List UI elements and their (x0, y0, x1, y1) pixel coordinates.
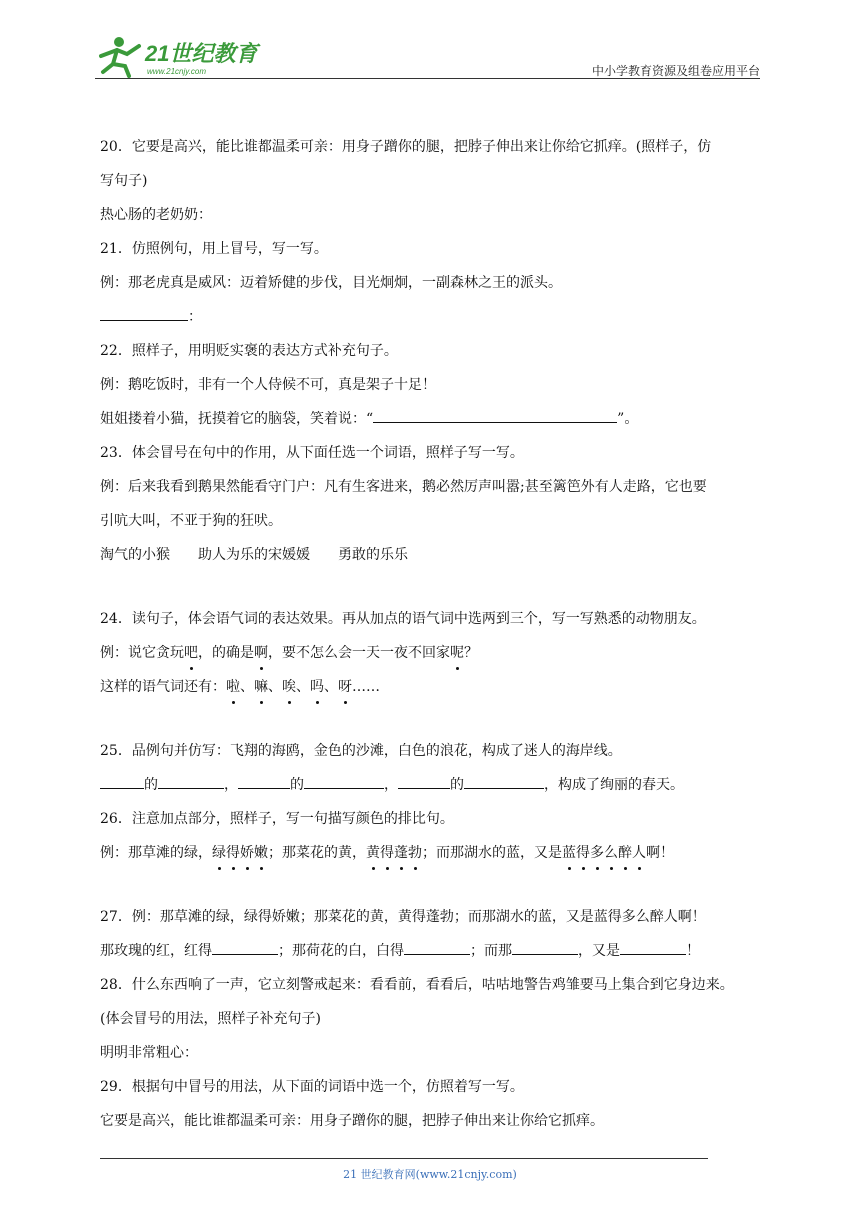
q22-example: 例：鹅吃饭时，非有一个人侍候不可，真是架子十足！ (100, 377, 436, 393)
q25-title: 25．品例句并仿写：飞翔的海鸥，金色的沙滩，白色的浪花，构成了迷人的海岸线。 (100, 743, 622, 759)
dotted-word: 唉 (282, 676, 296, 698)
page-header (95, 30, 760, 80)
q26-example (100, 842, 770, 876)
dotted-word: 吗 (310, 676, 324, 698)
text: 的 (144, 777, 158, 793)
q24-more (100, 676, 770, 710)
q23-example1: 例：后来我看到鹅果然能看守门户：凡有生客进来，鹅必然厉声叫嚣;甚至篱笆外有人走路，它也要 (100, 479, 707, 495)
dotted-char: 绿 (212, 842, 226, 864)
dotted-char: 人 (632, 842, 646, 864)
text: 啊！ (646, 845, 674, 861)
q20-prompt: 热心肠的老奶奶： (100, 207, 212, 223)
dotted-char: 娇 (240, 842, 254, 864)
q22-end: ”。 (617, 411, 639, 427)
text: 这样的语气词还有： (100, 679, 226, 695)
text: ；那菜花的黄， (268, 845, 366, 861)
q23-title: 23．体会冒号在句中的作用，从下面任选一个词语，照样子写一写。 (100, 445, 524, 461)
text: ，又是 (578, 943, 620, 959)
q22-title: 22．照样子，用明贬实褒的表达方式补充句子。 (100, 343, 398, 359)
sep: 、 (324, 679, 338, 695)
dotted-char: 么 (604, 842, 618, 864)
text: …… (352, 679, 380, 695)
answer-blank[interactable] (100, 306, 188, 321)
answer-blank[interactable] (238, 774, 290, 789)
dotted-char: 醉 (618, 842, 632, 864)
dotted-char: 得 (380, 842, 394, 864)
platform-name: 中小学教育资源及组卷应用平台 (591, 64, 760, 78)
dotted-char: 嫩 (254, 842, 268, 864)
text: ， (384, 777, 398, 793)
colon: ： (188, 309, 202, 325)
q21-answer (100, 306, 770, 340)
dotted-char: 多 (590, 842, 604, 864)
text: 的 (290, 777, 304, 793)
text: ，的确是 (198, 645, 254, 661)
dotted-char: 蓬 (394, 842, 408, 864)
text: 的 (450, 777, 464, 793)
option-item: 勇敢的乐乐 (338, 547, 408, 563)
text: ， (224, 777, 238, 793)
answer-blank[interactable] (212, 940, 278, 955)
text: ！ (686, 943, 700, 959)
header-rule (95, 78, 760, 79)
answer-blank[interactable] (373, 408, 617, 423)
dotted-phrase (366, 845, 422, 861)
answer-blank[interactable] (398, 774, 450, 789)
q22-answer (100, 408, 770, 442)
page-footer: 21 世纪教育网(www.21cnjy.com) (343, 1168, 517, 1181)
dotted-phrase (562, 845, 646, 861)
logo (95, 34, 265, 78)
logo-url: www.21cnjy.com (147, 67, 206, 76)
q23-options (100, 544, 770, 578)
q28-line1: 28．什么东西响了一声，它立刻警戒起来：看看前，看看后，咕咕地警告鸡雏要马上集合到它身边来。 (100, 977, 734, 993)
text: ，构成了绚丽的春天。 (544, 777, 684, 793)
q29-title: 29．根据句中冒号的用法，从下面的词语中选一个，仿照着写一写。 (100, 1079, 524, 1095)
q29-line2: 它要是高兴，能比谁都温柔可亲：用身子蹭你的腿，把脖子伸出来让你给它抓痒。 (100, 1113, 604, 1129)
dotted-phrase (212, 845, 268, 861)
q23-example2: 引吭大叫，不亚于狗的狂吠。 (100, 513, 282, 529)
text: ；那荷花的白，白得 (278, 943, 404, 959)
answer-blank[interactable] (158, 774, 224, 789)
q20-line2: 写句子) (100, 173, 148, 189)
dotted-char: 得 (576, 842, 590, 864)
q21-example: 例：那老虎真是威风：迈着矫健的步伐，目光炯炯，一副森林之王的派头。 (100, 275, 562, 291)
dotted-word: 啦 (226, 676, 240, 698)
dotted-char: 勃 (408, 842, 422, 864)
dotted-char: 黄 (366, 842, 380, 864)
dotted-word: 呢 (450, 642, 464, 664)
q22-prompt: 姐姐搂着小猫，抚摸着它的脑袋，笑着说：“ (100, 411, 374, 427)
q24-title: 24．读句子，体会语气词的表达效果。再从加点的语气词中选两到三个，写一写熟悉的动物朋友。 (100, 611, 706, 627)
dotted-word: 啊 (254, 642, 268, 664)
logo-text: 21世纪教育 (145, 41, 258, 66)
text: 例：那草滩的绿， (100, 845, 212, 861)
option-item: 淘气的小猴 (100, 547, 170, 563)
dotted-char: 蓝 (562, 842, 576, 864)
q27-line1: 27．例：那草滩的绿，绿得娇嫩；那菜花的黄，黄得蓬勃；而那湖水的蓝，又是蓝得多么醉人啊！ (100, 909, 706, 925)
answer-blank[interactable] (100, 774, 144, 789)
q21-title: 21．仿照例句，用上冒号，写一写。 (100, 241, 328, 257)
sep: 、 (240, 679, 254, 695)
answer-blank[interactable] (620, 940, 686, 955)
answer-blank[interactable] (404, 940, 470, 955)
runner-icon (101, 37, 139, 76)
q20-line1: 20．它要是高兴，能比谁都温柔可亲：用身子蹭你的腿，把脖子伸出来让你给它抓痒。(照样子，仿 (100, 139, 712, 155)
answer-blank[interactable] (304, 774, 384, 789)
text: ，要不怎么会一天一夜不回家 (268, 645, 450, 661)
dotted-word: 呀 (338, 676, 352, 698)
sep: 、 (296, 679, 310, 695)
text: ；而那 (470, 943, 512, 959)
text: 那玫瑰的红，红得 (100, 943, 212, 959)
footer-rule (100, 1158, 708, 1159)
answer-blank[interactable] (512, 940, 578, 955)
dotted-word: 吧 (184, 642, 198, 664)
text: ；而那湖水的蓝，又是 (422, 845, 562, 861)
q28-line2: (体会冒号的用法，照样子补充句子) (100, 1011, 321, 1027)
dotted-char: 得 (226, 842, 240, 864)
option-item: 助人为乐的宋媛媛 (198, 547, 310, 563)
q26-title: 26．注意加点部分，照样子，写一句描写颜色的排比句。 (100, 811, 454, 827)
q25-answer (100, 774, 770, 808)
q24-example (100, 642, 770, 676)
text: ？ (464, 645, 478, 661)
dotted-word: 嘛 (254, 676, 268, 698)
q27-answer (100, 940, 770, 974)
sep: 、 (268, 679, 282, 695)
questions (100, 136, 770, 1144)
text: 例：说它贪玩 (100, 645, 184, 661)
answer-blank[interactable] (464, 774, 544, 789)
q28-prompt: 明明非常粗心： (100, 1045, 198, 1061)
